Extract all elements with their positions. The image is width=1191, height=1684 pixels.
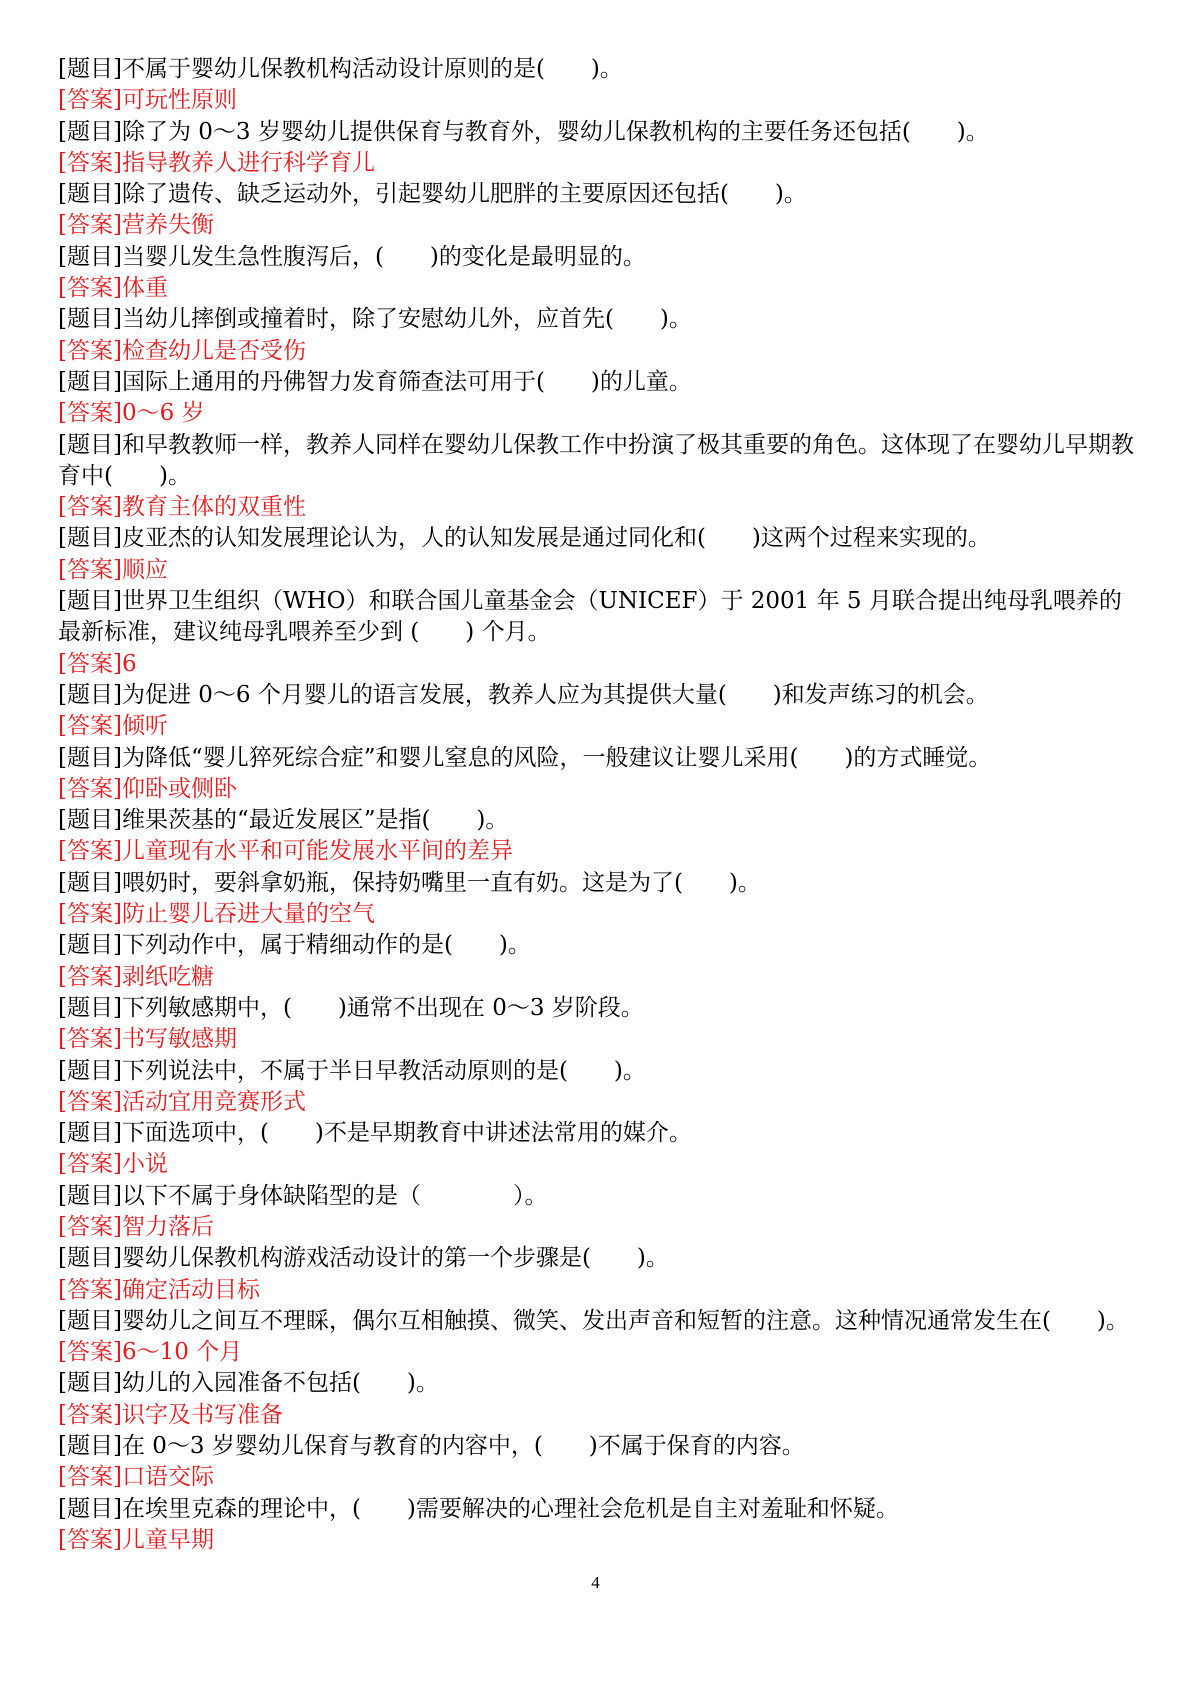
question-text: [题目]下列说法中，不属于半日早教活动原则的是( )。 [58,1057,646,1084]
question-text: [题目]除了遗传、缺乏运动外，引起婴幼儿肥胖的主要原因还包括( )。 [58,181,807,208]
question-text: [题目]婴幼儿保教机构游戏活动设计的第一个步骤是( )。 [58,1245,669,1272]
answer-text: [答案]智力落后 [58,1213,214,1240]
answer-text: [答案]可玩性原则 [58,87,237,114]
answer-text: [答案]儿童现有水平和可能发展水平间的差异 [58,838,513,865]
answer-text: [答案]书写敏感期 [58,1026,237,1053]
page-number: 4 [591,1573,600,1592]
answer-text: [答案]营养失衡 [58,212,214,239]
answer-text: [答案]防止婴儿吞进大量的空气 [58,901,375,928]
answer-text: [答案]确定活动目标 [58,1276,260,1303]
question-text: [题目]世界卫生组织（WHO）和联合国儿童基金会（UNICEF）于 2001 年 5 月联合提出纯母乳喂养的最新标准，建议纯母乳喂养至少到 ( ) 个月。 [58,588,1122,646]
question-text: [题目]和早教教师一样，教养人同样在婴幼儿保教工作中扮演了极其重要的角色。这体现了在婴幼儿早期教育中( )。 [58,431,1134,489]
question-text: [题目]皮亚杰的认知发展理论认为，人的认知发展是通过同化和( )这两个过程来实现的。 [58,525,991,552]
question-text: [题目]为降低“婴儿猝死综合症”和婴儿窒息的风险，一般建议让婴儿采用( )的方式睡觉。 [58,744,992,771]
answer-text: [答案]倾听 [58,713,168,740]
question-text: [题目]以下不属于身体缺陷型的是（ ）。 [58,1182,548,1209]
answer-text: [答案]活动宜用竞赛形式 [58,1088,306,1115]
question-text: [题目]不属于婴幼儿保教机构活动设计原则的是( )。 [58,56,623,82]
question-text: [题目]下面选项中，( )不是早期教育中讲述法常用的媒介。 [58,1120,692,1147]
answer-text: [答案]小说 [58,1151,168,1178]
question-text: [题目]为促进 0～6 个月婴儿的语言发展，教养人应为其提供大量( )和发声练习的机会。 [58,681,989,708]
answer-text: [答案]体重 [58,275,168,302]
answer-text: [答案]口语交际 [58,1464,214,1491]
answer-text: [答案]剥纸吃糖 [58,963,214,990]
answer-text: [答案]顺应 [58,556,168,583]
question-text: [题目]婴幼儿之间互不理睬，偶尔互相触摸、微笑、发出声音和短暂的注意。这种情况通常发生在( )。 [58,1307,1129,1334]
answer-text: [答案]6～10 个月 [58,1339,243,1366]
question-text: [题目]幼儿的入园准备不包括( )。 [58,1370,439,1397]
question-text: [题目]当幼儿摔倒或撞着时，除了安慰幼儿外，应首先( )。 [58,306,692,333]
answer-text: [答案]教育主体的双重性 [58,494,306,521]
question-text: [题目]除了为 0～3 岁婴幼儿提供保育与教育外，婴幼儿保教机构的主要任务还包括( )。 [58,118,989,145]
question-text: [题目]在 0～3 岁婴幼儿保育与教育的内容中，( )不属于保育的内容。 [58,1433,805,1460]
question-text: [题目]喂奶时，要斜拿奶瓶，保持奶嘴里一直有奶。这是为了( )。 [58,869,761,896]
question-text: [题目]维果茨基的“最近发展区”是指( )。 [58,807,509,834]
answer-text: [答案]仰卧或侧卧 [58,775,237,802]
qa-list [58,54,1138,1556]
question-text: [题目]国际上通用的丹佛智力发育筛查法可用于( )的儿童。 [58,368,692,395]
answer-text: [答案]儿童早期 [58,1526,214,1553]
answer-text: [答案]识字及书写准备 [58,1401,283,1428]
answer-text: [答案]0～6 岁 [58,400,205,427]
answer-text: [答案]指导教养人进行科学育儿 [58,149,375,176]
answer-text: [答案]6 [58,650,137,677]
question-text: [题目]下列敏感期中，( )通常不出现在 0～3 岁阶段。 [58,994,644,1021]
answer-text: [答案]检查幼儿是否受伤 [58,337,306,364]
question-text: [题目]在埃里克森的理论中，( )需要解决的心理社会危机是自主对羞耻和怀疑。 [58,1495,899,1522]
question-text: [题目]下列动作中，属于精细动作的是( )。 [58,932,531,959]
question-text: [题目]当婴儿发生急性腹泻后，( )的变化是最明显的。 [58,243,646,270]
